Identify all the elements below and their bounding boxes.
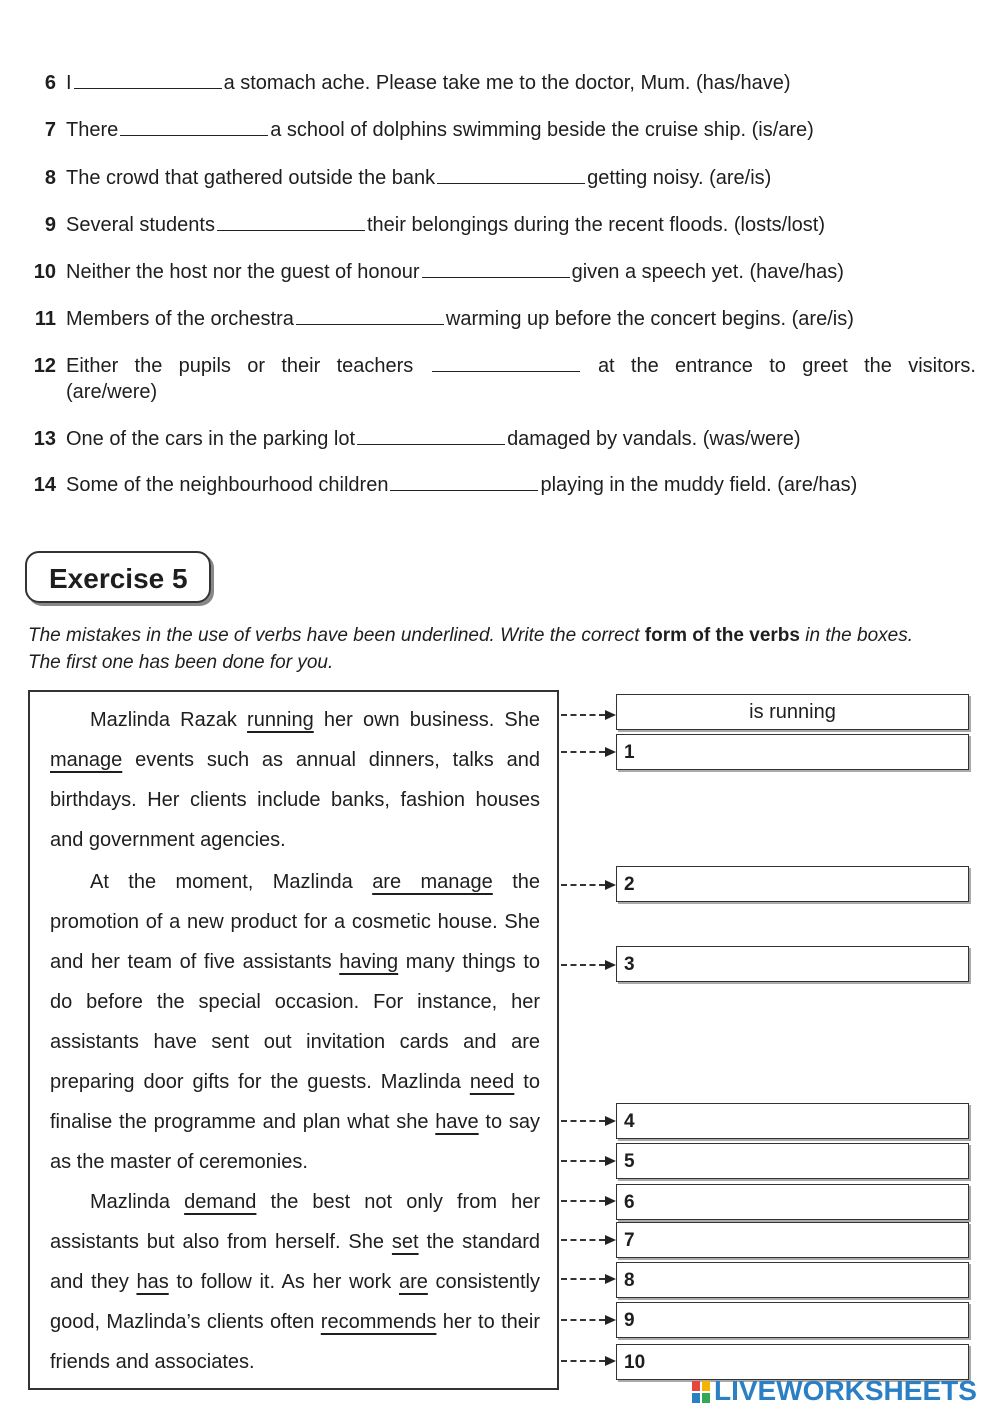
arrow-icon (561, 710, 616, 720)
answer-box-3[interactable] (616, 946, 969, 982)
passage-paragraph-2: At the moment, Mazlinda are manage the promotion of a new product for a cosmetic house. She and her team of five assistants having many things to do before the special occasion. For instance, her assistants have sent out invitation cards and are preparing door gifts for the guests. Mazlinda need to finalise the programme and plan what she have to say as the master of ceremonies. (50, 871, 541, 1173)
underlined-verb: need (469, 1071, 515, 1093)
answer-box-8[interactable] (616, 1262, 969, 1298)
underlined-verb: have (435, 1111, 479, 1133)
answer-blank[interactable] (437, 165, 585, 184)
underlined-verb: having (339, 951, 399, 973)
arrow-icon (561, 1116, 616, 1126)
question-number: 10 (33, 261, 56, 283)
arrow-icon (561, 1356, 616, 1366)
box-number: 9 (624, 1310, 635, 1331)
answer-box-1[interactable] (616, 734, 969, 770)
question-number: 7 (44, 119, 56, 141)
exercise-heading (25, 551, 211, 603)
box-number: 1 (624, 742, 635, 763)
passage-box (28, 690, 559, 1390)
arrow-icon (561, 1315, 616, 1325)
question-number: 8 (44, 167, 56, 189)
answer-box-4[interactable] (616, 1103, 969, 1139)
answer-blank[interactable] (74, 70, 222, 89)
answer-blank[interactable] (357, 426, 505, 445)
question-number: 12 (33, 355, 56, 377)
exercise-title: Exercise 5 (49, 563, 188, 594)
question-number: 9 (44, 214, 56, 236)
underlined-verb: recommends (320, 1311, 437, 1333)
question-number: 14 (33, 474, 56, 496)
underlined-verb: manage (50, 749, 123, 771)
answer-blank[interactable] (217, 212, 365, 231)
answer-box-2[interactable] (616, 866, 969, 902)
box-number: 8 (624, 1270, 635, 1291)
exercise-instructions: The mistakes in the use of verbs have been underlined. Write the correct form of the verbs in the boxes. The first one has been done for you. (28, 625, 913, 673)
question-number: 13 (33, 428, 56, 450)
box-number: 2 (624, 874, 635, 895)
arrow-icon (561, 1196, 616, 1206)
underlined-verb: are manage (372, 871, 493, 893)
answer-blank[interactable] (296, 306, 444, 325)
answer-blank[interactable] (390, 472, 538, 491)
liveworksheets-logo-icon (692, 1381, 710, 1403)
underlined-verb: running (247, 709, 314, 731)
example-answer: is running (749, 701, 836, 723)
question-number: 11 (34, 308, 56, 330)
answer-box-5[interactable] (616, 1143, 969, 1179)
arrow-icon (561, 960, 616, 970)
underlined-verb: demand (184, 1191, 257, 1213)
arrow-icon (561, 880, 616, 890)
underlined-verb: are (398, 1271, 428, 1293)
box-number: 7 (624, 1230, 635, 1251)
answer-blank[interactable] (422, 259, 570, 278)
arrow-icon (561, 1156, 616, 1166)
box-number: 3 (624, 954, 635, 975)
answer-box-6[interactable] (616, 1184, 969, 1220)
arrow-icon (561, 1235, 616, 1245)
answer-blank[interactable] (432, 353, 580, 372)
answer-box-9[interactable] (616, 1302, 969, 1338)
box-number: 6 (624, 1192, 635, 1213)
liveworksheets-logo: LIVEWORKSHEETS (692, 1376, 988, 1406)
box-number: 4 (624, 1111, 635, 1132)
underlined-verb: set (391, 1231, 419, 1253)
box-number: 5 (624, 1151, 635, 1172)
arrow-icon (561, 747, 616, 757)
answer-box-7[interactable] (616, 1222, 969, 1258)
answer-box-example (616, 694, 969, 730)
question-number: 6 (44, 72, 56, 94)
passage-paragraph-3: Mazlinda demand the best not only from her assistants but also from herself. She set the standard and they has to follow it. As her work are consistently good, Mazlinda’s clients often recommends her to their friends and associates. (50, 1191, 540, 1373)
passage-paragraph-1: Mazlinda Razak running her own business. She manage events such as annual dinners, talks and birthdays. Her clients include banks, fashion houses and government agencies. (50, 709, 541, 851)
arrow-icon (561, 1274, 616, 1284)
box-number: 10 (624, 1352, 646, 1373)
underlined-verb: has (136, 1271, 169, 1293)
answer-blank[interactable] (120, 117, 268, 136)
